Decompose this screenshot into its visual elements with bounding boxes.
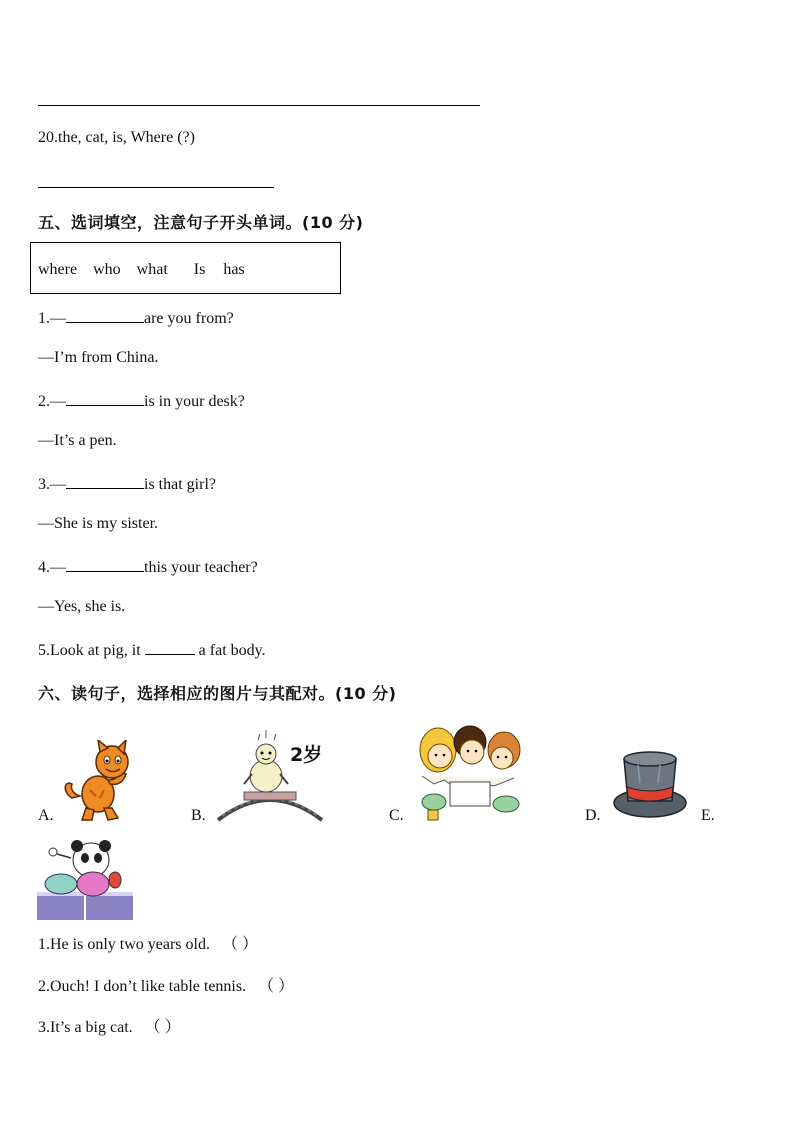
word-bank-box [30, 242, 341, 294]
answer-parentheses[interactable]: （ ） [258, 978, 295, 995]
answer-line-20 [38, 187, 274, 188]
question-20: 20.the, cat, is, Where (?) [38, 129, 195, 146]
option-label-e: E. [701, 807, 715, 824]
fill-item-1: 1.— are you from? [38, 310, 234, 327]
option-label-d: D. [585, 807, 601, 824]
children-picture [414, 724, 524, 824]
match-sentence-3: 3.It’s a big cat. （ ） [38, 1014, 181, 1037]
age-label: 2岁 [290, 744, 323, 766]
option-label-c: C. [389, 807, 404, 824]
answer-blank[interactable] [66, 557, 144, 572]
answer-blank[interactable] [145, 640, 195, 655]
answer-blank[interactable] [66, 391, 144, 406]
answer-blank[interactable] [66, 474, 144, 489]
fill-item-5: 5.Look at pig, it a fat body. [38, 642, 266, 659]
section-6-heading: 六、读句子，选择相应的图片与其配对。(10 分) [38, 684, 397, 703]
answer-parentheses[interactable]: （ ） [221, 936, 258, 953]
word-bank [38, 261, 257, 279]
word-bank-item: has [223, 261, 245, 278]
word-bank-item: where [38, 261, 78, 278]
cat-picture [60, 740, 140, 822]
reply-2: —It’s a pen. [38, 432, 117, 449]
fill-item-4: 4.— this your teacher? [38, 559, 258, 576]
reply-1: —I’m from China. [38, 349, 159, 366]
reply-4: —Yes, she is. [38, 598, 126, 615]
word-bank-item: what [136, 261, 168, 278]
answer-blank[interactable] [66, 308, 144, 323]
option-label-a: A. [38, 807, 54, 824]
word-bank-item: who [93, 261, 121, 278]
option-label-b: B. [191, 807, 206, 824]
answer-line-19 [38, 105, 480, 106]
baby-picture [214, 728, 326, 822]
section-5-heading: 五、选词填空，注意句子开头单词。(10 分) [38, 213, 364, 232]
reply-3: —She is my sister. [38, 515, 159, 532]
fill-item-3: 3.— is that girl? [38, 476, 216, 493]
match-sentence-1: 1.He is only two years old. （ ） [38, 931, 258, 954]
answer-parentheses[interactable]: （ ） [144, 1019, 181, 1036]
match-sentence-2: 2.Ouch! I don’t like table tennis. （ ） [38, 973, 294, 996]
word-bank-item: Is [193, 261, 206, 278]
panda-table-tennis-picture [37, 836, 133, 920]
fill-item-2: 2.— is in your desk? [38, 393, 245, 410]
hat-picture [612, 749, 688, 821]
